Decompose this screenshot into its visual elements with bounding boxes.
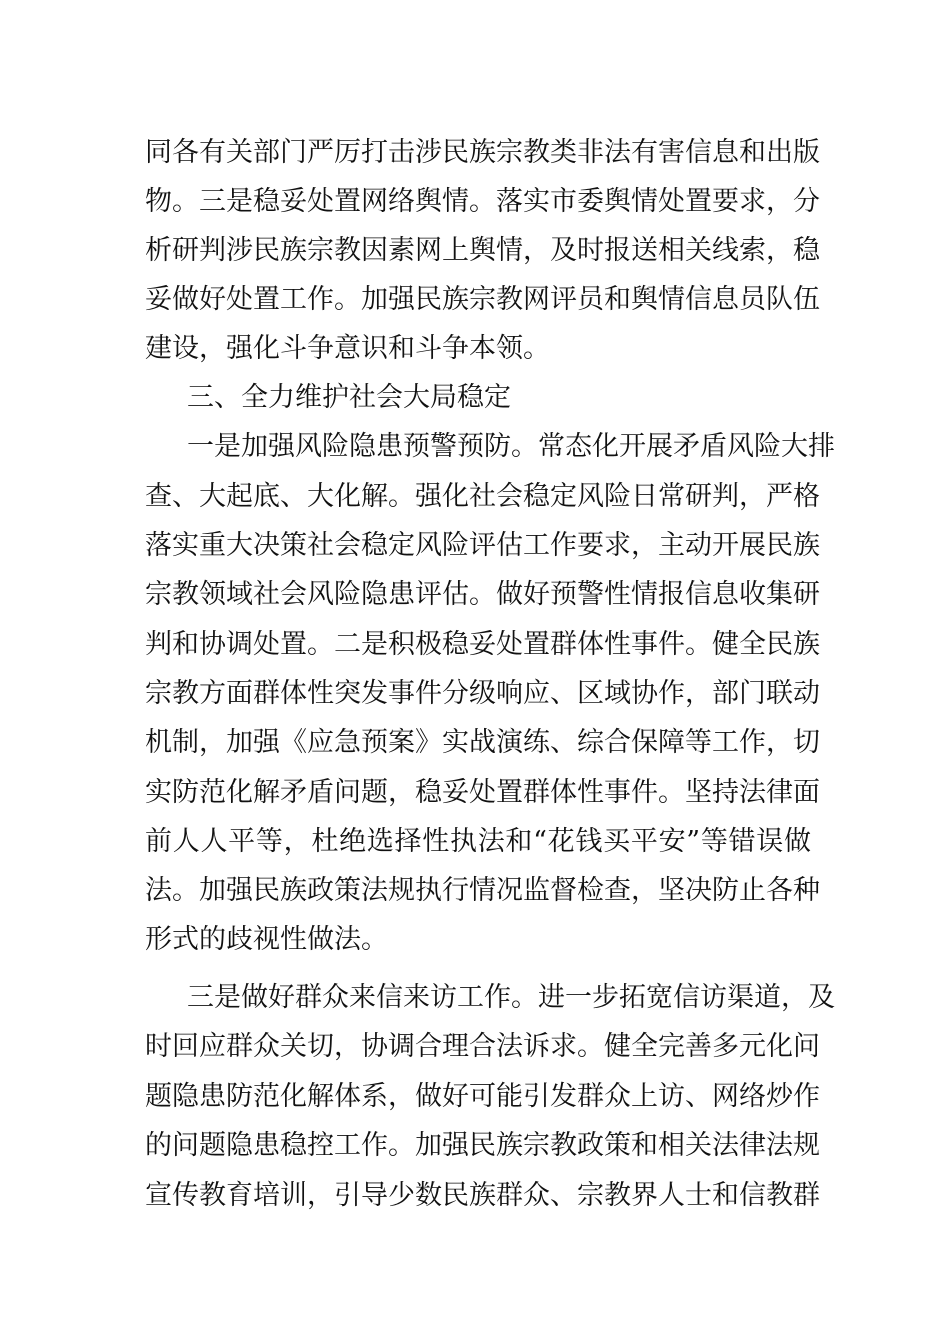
- text-line: 同各有关部门严厉打击涉民族宗教类非法有害信息和出版: [145, 137, 820, 168]
- text-line: 实防范化解矛盾问题，稳妥处置群体性事件。坚持法律面: [145, 777, 820, 808]
- text-line: 时回应群众关切，协调合理合法诉求。健全完善多元化问: [145, 1031, 820, 1062]
- text-line: 前人人平等，杜绝选择性执法和“花钱买平安”等错误做: [145, 826, 811, 857]
- text-line: 落实重大决策社会稳定风险评估工作要求，主动开展民族: [145, 530, 820, 561]
- text-line: 物。三是稳妥处置网络舆情。落实市委舆情处置要求，分: [145, 186, 820, 217]
- text-line: 机制，加强《应急预案》实战演练、综合保障等工作，切: [145, 727, 820, 758]
- text-line: 宗教方面群体性突发事件分级响应、区域协作，部门联动: [145, 678, 820, 709]
- text-line: 题隐患防范化解体系，做好可能引发群众上访、网络炒作: [145, 1081, 820, 1112]
- text-line: 三是做好群众来信来访工作。进一步拓宽信访渠道，及: [187, 982, 835, 1013]
- text-line: 的问题隐患稳控工作。加强民族宗教政策和相关法律法规: [145, 1130, 820, 1161]
- section-heading: 三、全力维护社会大局稳定: [187, 382, 511, 413]
- text-line: 一是加强风险隐患预警预防。常态化开展矛盾风险大排: [187, 431, 835, 462]
- text-line: 查、大起底、大化解。强化社会稳定风险日常研判，严格: [145, 481, 820, 512]
- text-line: 妥做好处置工作。加强民族宗教网评员和舆情信息员队伍: [145, 284, 820, 315]
- text-line: 宗教领域社会风险隐患评估。做好预警性情报信息收集研: [145, 579, 820, 610]
- text-line: 形式的歧视性做法。: [145, 924, 388, 955]
- text-line: 建设，强化斗争意识和斗争本领。: [145, 333, 550, 364]
- text-line: 判和协调处置。二是积极稳妥处置群体性事件。健全民族: [145, 629, 820, 660]
- text-line: 法。加强民族政策法规执行情况监督检查，坚决防止各种: [145, 875, 820, 906]
- text-line: 析研判涉民族宗教因素网上舆情，及时报送相关线索，稳: [145, 235, 820, 266]
- text-line: 宣传教育培训，引导少数民族群众、宗教界人士和信教群: [145, 1180, 820, 1211]
